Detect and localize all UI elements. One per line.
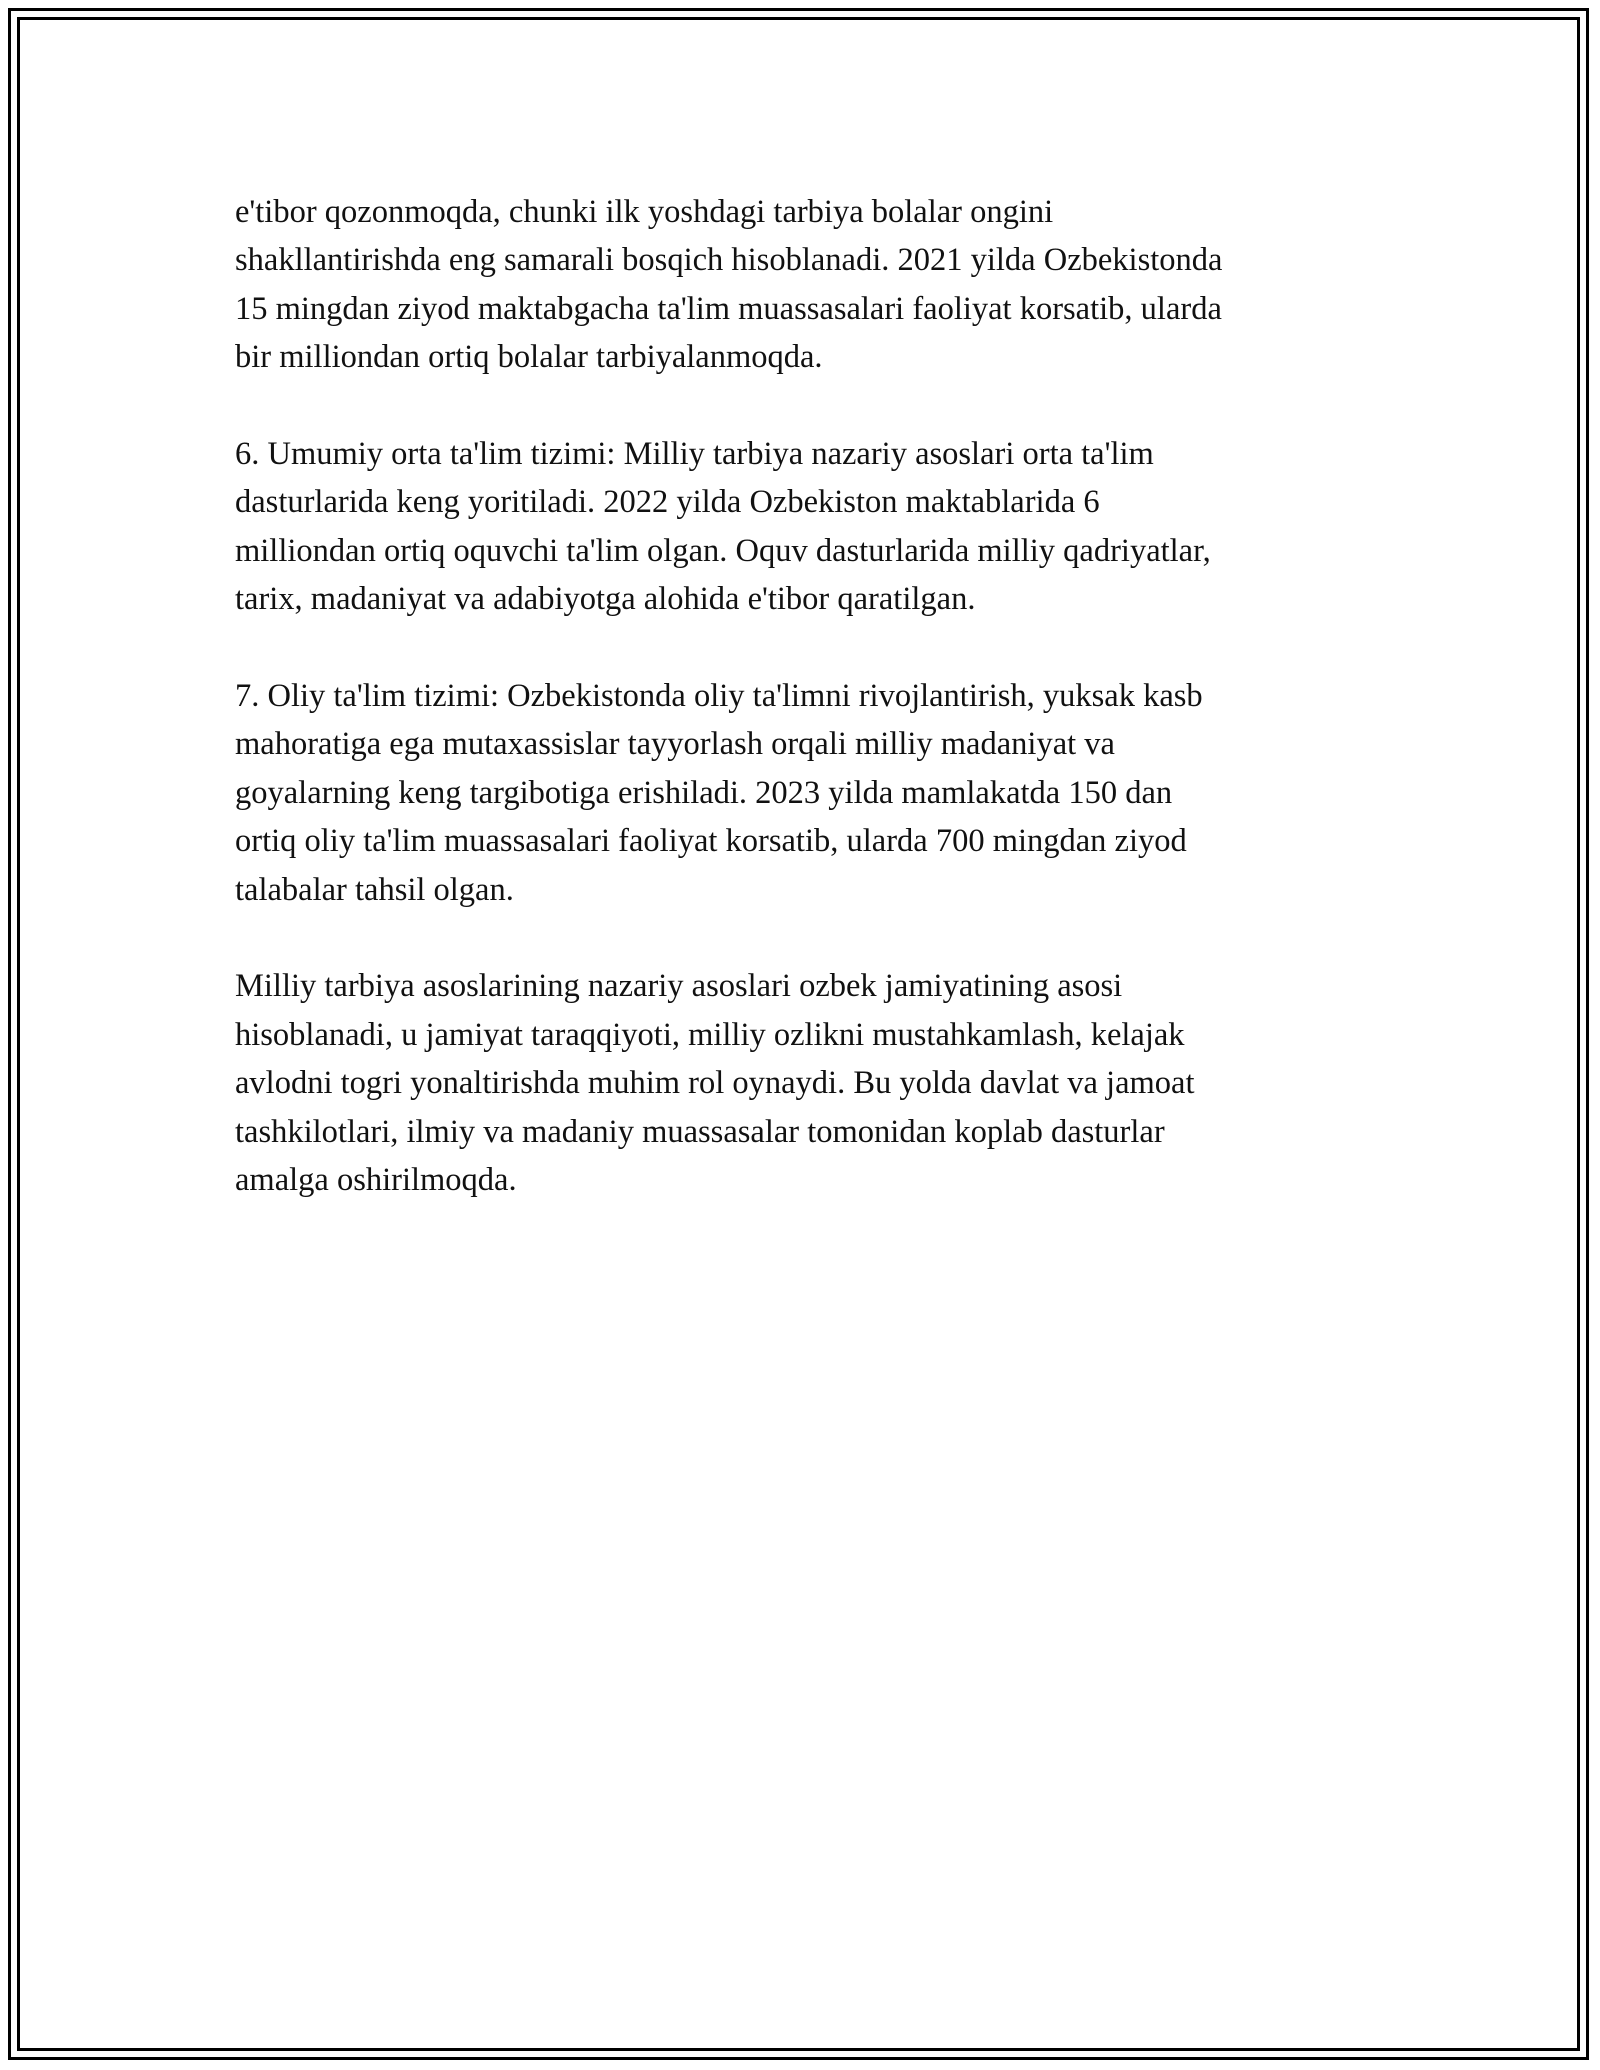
paragraph-preschool-continuation bbox=[235, 188, 1365, 382]
text-line: 7. Oliy ta'lim tizimi: Ozbekistonda oliy ta'limni rivojlantirish, yuksak kasb bbox=[235, 678, 1203, 715]
text-line: avlodni togri yonaltirishda muhim rol oynaydi. Bu yolda davlat va jamoat bbox=[235, 1065, 1195, 1102]
text-line: hisoblanadi, u jamiyat taraqqiyoti, milliy ozlikni mustahkamlash, kelajak bbox=[235, 1016, 1185, 1053]
text-line: milliondan ortiq oquvchi ta'lim olgan. Oquv dasturlarida milliy qadriyatlar, bbox=[235, 532, 1211, 569]
text-line: bir milliondan ortiq bolalar tarbiyalanmoqda. bbox=[235, 339, 823, 376]
paragraph-higher-education bbox=[235, 672, 1365, 914]
text-line: talabalar tahsil olgan. bbox=[235, 871, 514, 908]
text-line: Milliy tarbiya asoslarining nazariy asoslari ozbek jamiyatining asosi bbox=[235, 968, 1123, 1005]
text-line: tashkilotlari, ilmiy va madaniy muassasalar tomonidan koplab dasturlar bbox=[235, 1113, 1165, 1150]
text-line: dasturlarida keng yoritiladi. 2022 yilda Ozbekiston maktablarida 6 bbox=[235, 484, 1100, 521]
text-line: mahoratiga ega mutaxassislar tayyorlash orqali milliy madaniyat va bbox=[235, 726, 1115, 763]
paragraph-conclusion bbox=[235, 962, 1365, 1204]
text-line: ortiq oliy ta'lim muassasalari faoliyat korsatib, ularda 700 mingdan ziyod bbox=[235, 823, 1187, 860]
text-line: shakllantirishda eng samarali bosqich hisoblanadi. 2021 yilda Ozbekistonda bbox=[235, 242, 1223, 279]
document-body bbox=[235, 188, 1365, 1253]
text-line: amalga oshirilmoqda. bbox=[235, 1162, 517, 1199]
paragraph-general-secondary-education bbox=[235, 430, 1365, 624]
text-line: e'tibor qozonmoqda, chunki ilk yoshdagi tarbiya bolalar ongini bbox=[235, 194, 1054, 230]
text-line: goyalarning keng targibotiga erishiladi. 2023 yilda mamlakatda 150 dan bbox=[235, 774, 1173, 811]
text-line: tarix, madaniyat va adabiyotga alohida e'tibor qaratilgan. bbox=[235, 581, 976, 618]
text-line: 6. Umumiy orta ta'lim tizimi: Milliy tarbiya nazariy asoslari orta ta'lim bbox=[235, 436, 1154, 473]
text-line: 15 mingdan ziyod maktabgacha ta'lim muassasalari faoliyat korsatib, ularda bbox=[235, 290, 1222, 327]
